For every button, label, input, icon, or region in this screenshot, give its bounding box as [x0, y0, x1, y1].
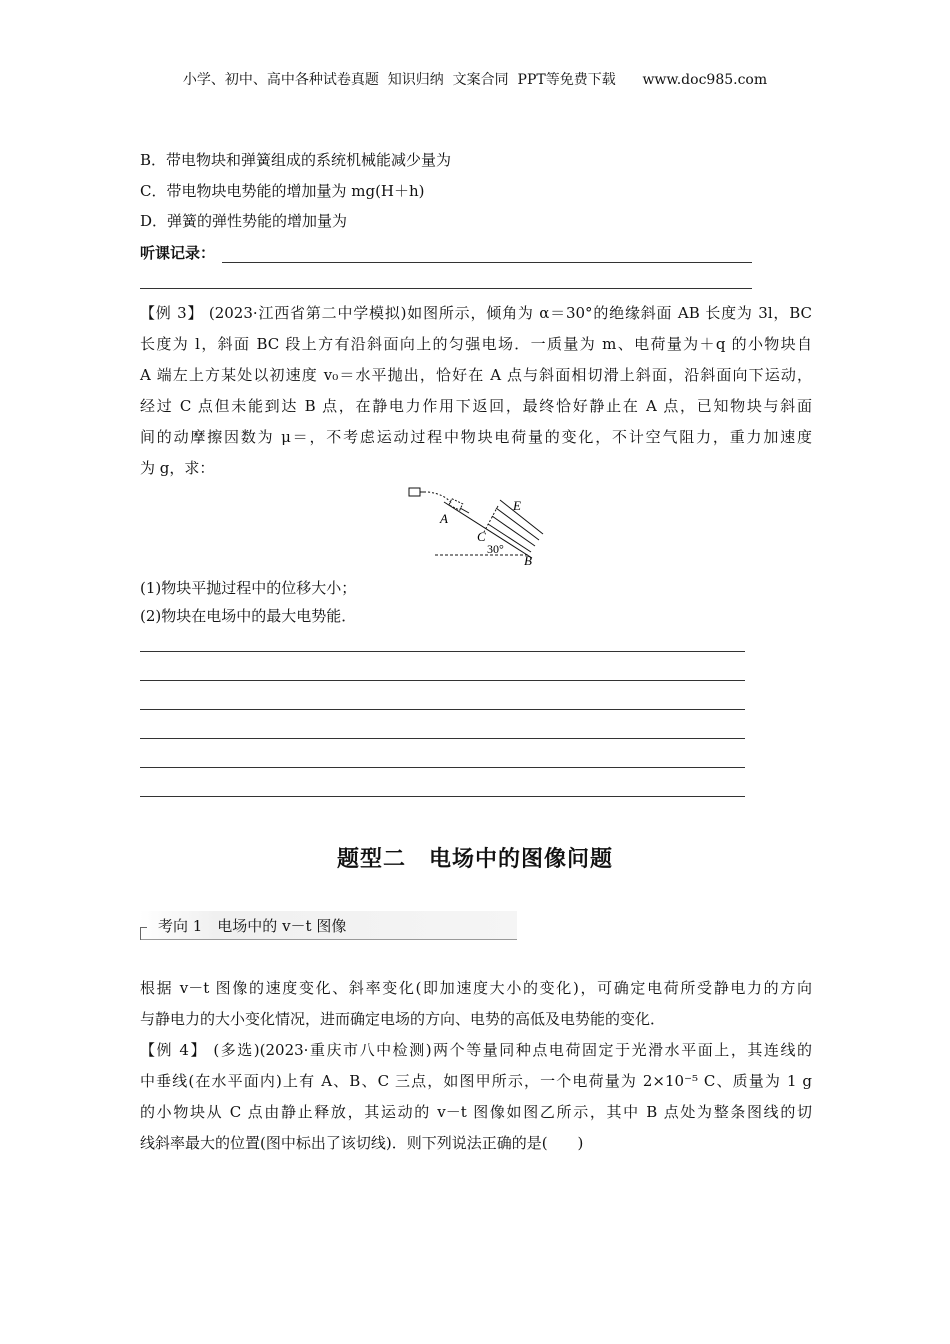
label-c: C — [477, 529, 486, 544]
answer-line[interactable] — [140, 680, 745, 681]
notes-line[interactable] — [140, 288, 752, 289]
text-line: 为 g，求： — [140, 459, 215, 477]
option-b: B．带电物块和弹簧组成的系统机械能减少量为 — [140, 151, 452, 169]
text-line: 经过 C 点但未能到达 B 点，在静电力作用下返回，最终恰好静止在 A 点，已知物块与斜面 — [140, 397, 812, 415]
option-d: D．弹簧的弹性势能的增加量为 — [140, 212, 348, 230]
text-line: 线斜率最大的位置(图中标出了该切线)．则下列说法正确的是( ) — [140, 1134, 584, 1152]
text-line: 与静电力的大小变化情况，进而确定电场的方向、电势的高低及电势能的变化． — [140, 1010, 666, 1028]
page-header: 小学、初中、高中各种试卷真题 知识归纳 文案合同 PPT等免费下载 www.doc985.com — [182, 72, 768, 88]
answer-line[interactable] — [140, 651, 745, 652]
answer-line[interactable] — [140, 709, 745, 710]
text-line: 【例 3】 (2023·江西省第二中学模拟)如图所示，倾角为 α＝30°的绝缘斜面 AB 长度为 3l，BC — [140, 304, 812, 322]
angle-label: 30° — [487, 542, 504, 556]
intro-text — [140, 973, 812, 1159]
text-line: 长度为 l，斜面 BC 段上方有沿斜面向上的匀强电场．一质量为 m、电荷量为＋q 的小物块自 — [140, 335, 812, 353]
answer-line[interactable] — [140, 796, 745, 797]
section-title: 题型二 电场中的图像问题 — [336, 847, 613, 872]
label-a: A — [440, 511, 448, 526]
text-line: 根据 v－t 图像的速度变化、斜率变化(即加速度大小的变化)，可确定电荷所受静电力的方向 — [140, 979, 812, 997]
answer-line[interactable] — [140, 767, 745, 768]
subsection-tag — [140, 911, 517, 940]
option-c: C．带电物块电势能的增加量为 mg(H＋h) — [140, 182, 425, 200]
text-line: 间的动摩擦因数为 μ＝，不考虑运动过程中物块电荷量的变化，不计空气阻力，重力加速度 — [140, 428, 812, 446]
question-1: (1)物块平抛过程中的位移大小； — [140, 579, 357, 597]
label-b: B — [524, 553, 532, 568]
text-line: 中垂线(在水平面内)上有 A、B、C 三点，如图甲所示，一个电荷量为 2×10⁻⁵ C、质量为 1 g — [140, 1072, 812, 1090]
answer-line[interactable] — [140, 738, 745, 739]
block-icon — [409, 488, 420, 496]
notes-line[interactable] — [222, 262, 752, 263]
text-line: A 端左上方某处以初速度 v₀＝水平抛出，恰好在 A 点与斜面相切滑上斜面，沿斜面向下运动， — [140, 366, 812, 384]
text-line: 【例 4】 (多选)(2023·重庆市八中检测)两个等量同种点电荷固定于光滑水平面上，其连线的 — [140, 1041, 812, 1059]
notes-label: 听课记录： — [140, 244, 216, 262]
incline-figure — [400, 480, 560, 570]
corner-bracket-icon — [140, 927, 147, 940]
text-line: 的小物块从 C 点由静止释放，其运动的 v－t 图像如图乙所示，其中 B 点处为整条图线的切 — [140, 1103, 812, 1121]
example-3-text — [140, 298, 812, 484]
label-e: E — [513, 498, 521, 513]
question-2: (2)物块在电场中的最大电势能． — [140, 607, 357, 625]
subsection-title: 考向 1 电场中的 v－t 图像 — [158, 917, 347, 935]
